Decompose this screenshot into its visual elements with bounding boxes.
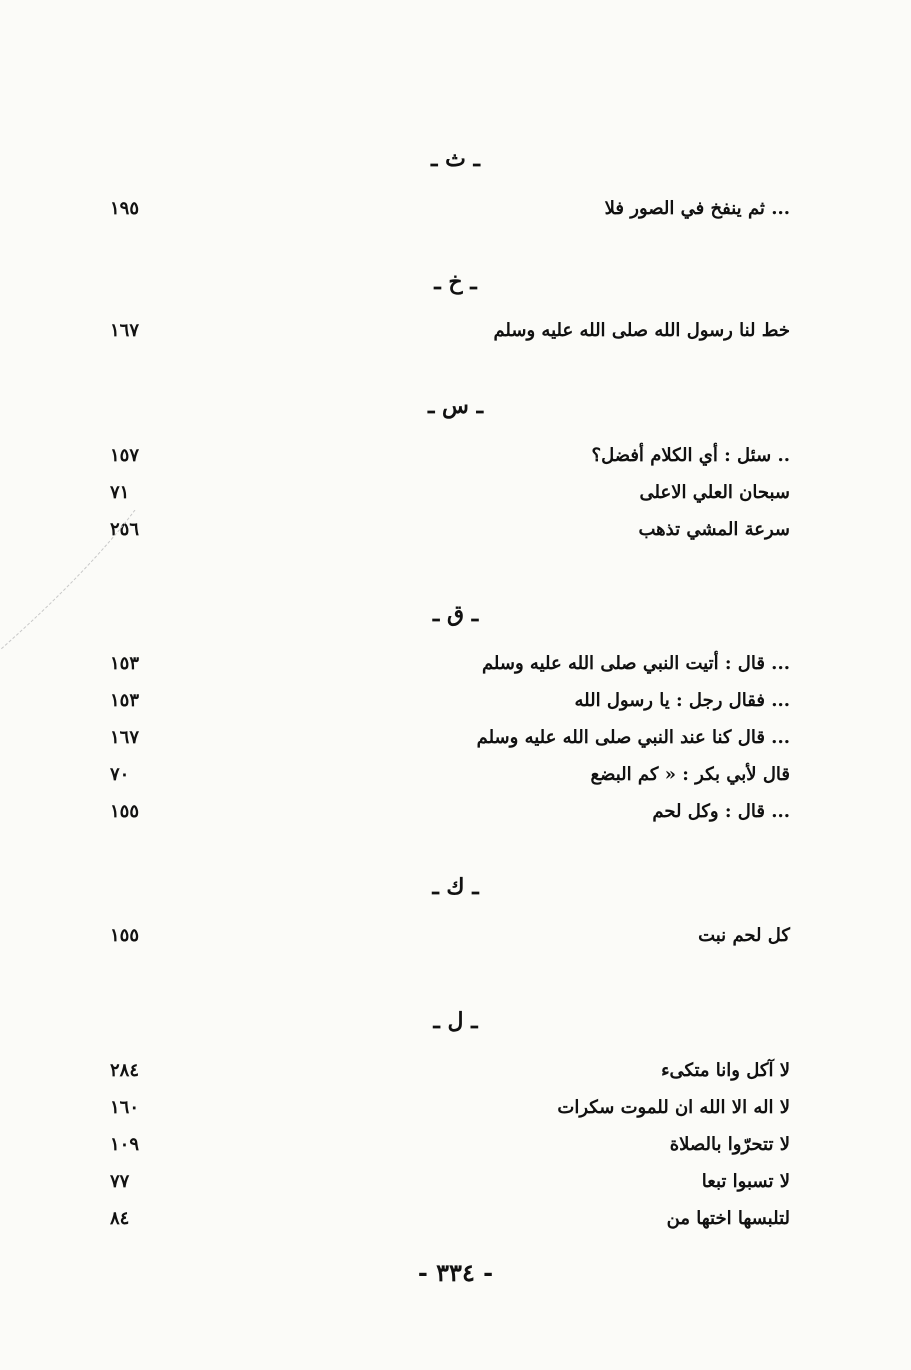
entry-text: ... قال : وكل لحم [652,800,790,822]
entry-page-number: ٧١ [110,481,130,503]
entry-page-number: ١٦٧ [110,319,140,341]
entry-page-number: ١٥٣ [110,652,140,674]
entry-text: قال لأبي بكر : « كم البضع [590,763,790,785]
entry-text: ... قال : أتيت النبي صلى الله عليه وسلم [481,652,790,674]
entry-text: لا تسبوا تبعا [701,1170,790,1192]
section-heading-qaf: ـ ق ـ [432,601,479,627]
section-heading-kha: ـ خ ـ [434,269,477,295]
entry-text: لا اله الا الله ان للموت سكرات [557,1096,790,1118]
leader-dots [148,514,632,544]
index-entry [110,722,790,752]
entry-page-number: ٢٥٦ [110,518,140,540]
entry-text: لتلبسها اختها من [666,1207,790,1229]
leader-dots [148,193,599,223]
leader-dots [148,796,646,826]
entry-page-number: ٨٤ [110,1207,130,1229]
entry-text: كل لحم نبت [698,924,790,946]
index-entry [110,1055,790,1085]
entry-text: سرعة المشي تذهب [638,518,790,540]
entry-text: ... ثم ينفخ في الصور فلا [604,197,790,219]
leader-dots [148,440,586,470]
entry-text: ... فقال رجل : يا رسول الله [574,689,790,711]
index-entry [110,477,790,507]
entry-text: خط لنا رسول الله صلى الله عليه وسلم [493,319,790,341]
entry-text: .. سئل : أي الكلام أفضل؟ [591,444,790,466]
entry-page-number: ١٥٣ [110,689,140,711]
entry-page-number: ٧٧ [110,1170,130,1192]
entry-page-number: ٧٠ [110,763,130,785]
section-heading-kaf: ـ ك ـ [432,874,479,900]
leader-dots [148,315,487,345]
index-entry [110,1203,790,1233]
index-entry [110,440,790,470]
index-entry [110,759,790,789]
entry-page-number: ١٥٥ [110,924,140,946]
entry-text: ... قال كنا عند النبي صلى الله عليه وسلم [476,726,790,748]
leader-dots [148,685,568,715]
entry-page-number: ١٥٥ [110,800,140,822]
entry-page-number: ١٦٠ [110,1096,140,1118]
entry-page-number: ١٥٧ [110,444,140,466]
section-heading-sin: ـ س ـ [427,393,484,419]
index-entry [110,193,790,223]
leader-dots [148,920,692,950]
leader-dots [148,477,634,507]
leader-dots [148,759,585,789]
leader-dots [148,1055,655,1085]
section-heading-tha: ـ ث ـ [431,146,480,172]
index-entry [110,648,790,678]
index-entry [110,796,790,826]
entry-text: لا تتحرّوا بالصلاة [669,1133,790,1155]
leader-dots [148,1092,551,1122]
page-number-footer: - ٣٣٤ - [417,1258,494,1287]
entry-page-number: ١٦٧ [110,726,140,748]
scan-artifact-line [0,510,140,650]
leader-dots [148,722,471,752]
entry-page-number: ١٠٩ [110,1133,140,1155]
entry-page-number: ١٩٥ [110,197,140,219]
leader-dots [148,1166,696,1196]
index-entry [110,315,790,345]
leader-dots [148,1129,664,1159]
index-entry [110,920,790,950]
entry-text: سبحان العلي الاعلى [639,481,790,503]
leader-dots [148,1203,661,1233]
index-entry [110,1092,790,1122]
section-heading-lam: ـ ل ـ [433,1008,478,1034]
leader-dots [148,648,476,678]
index-entry [110,685,790,715]
index-entry [110,1129,790,1159]
index-entry [110,514,790,544]
entry-page-number: ٢٨٤ [110,1059,140,1081]
entry-text: لا آكل وانا متكىء [661,1059,790,1081]
index-entry [110,1166,790,1196]
